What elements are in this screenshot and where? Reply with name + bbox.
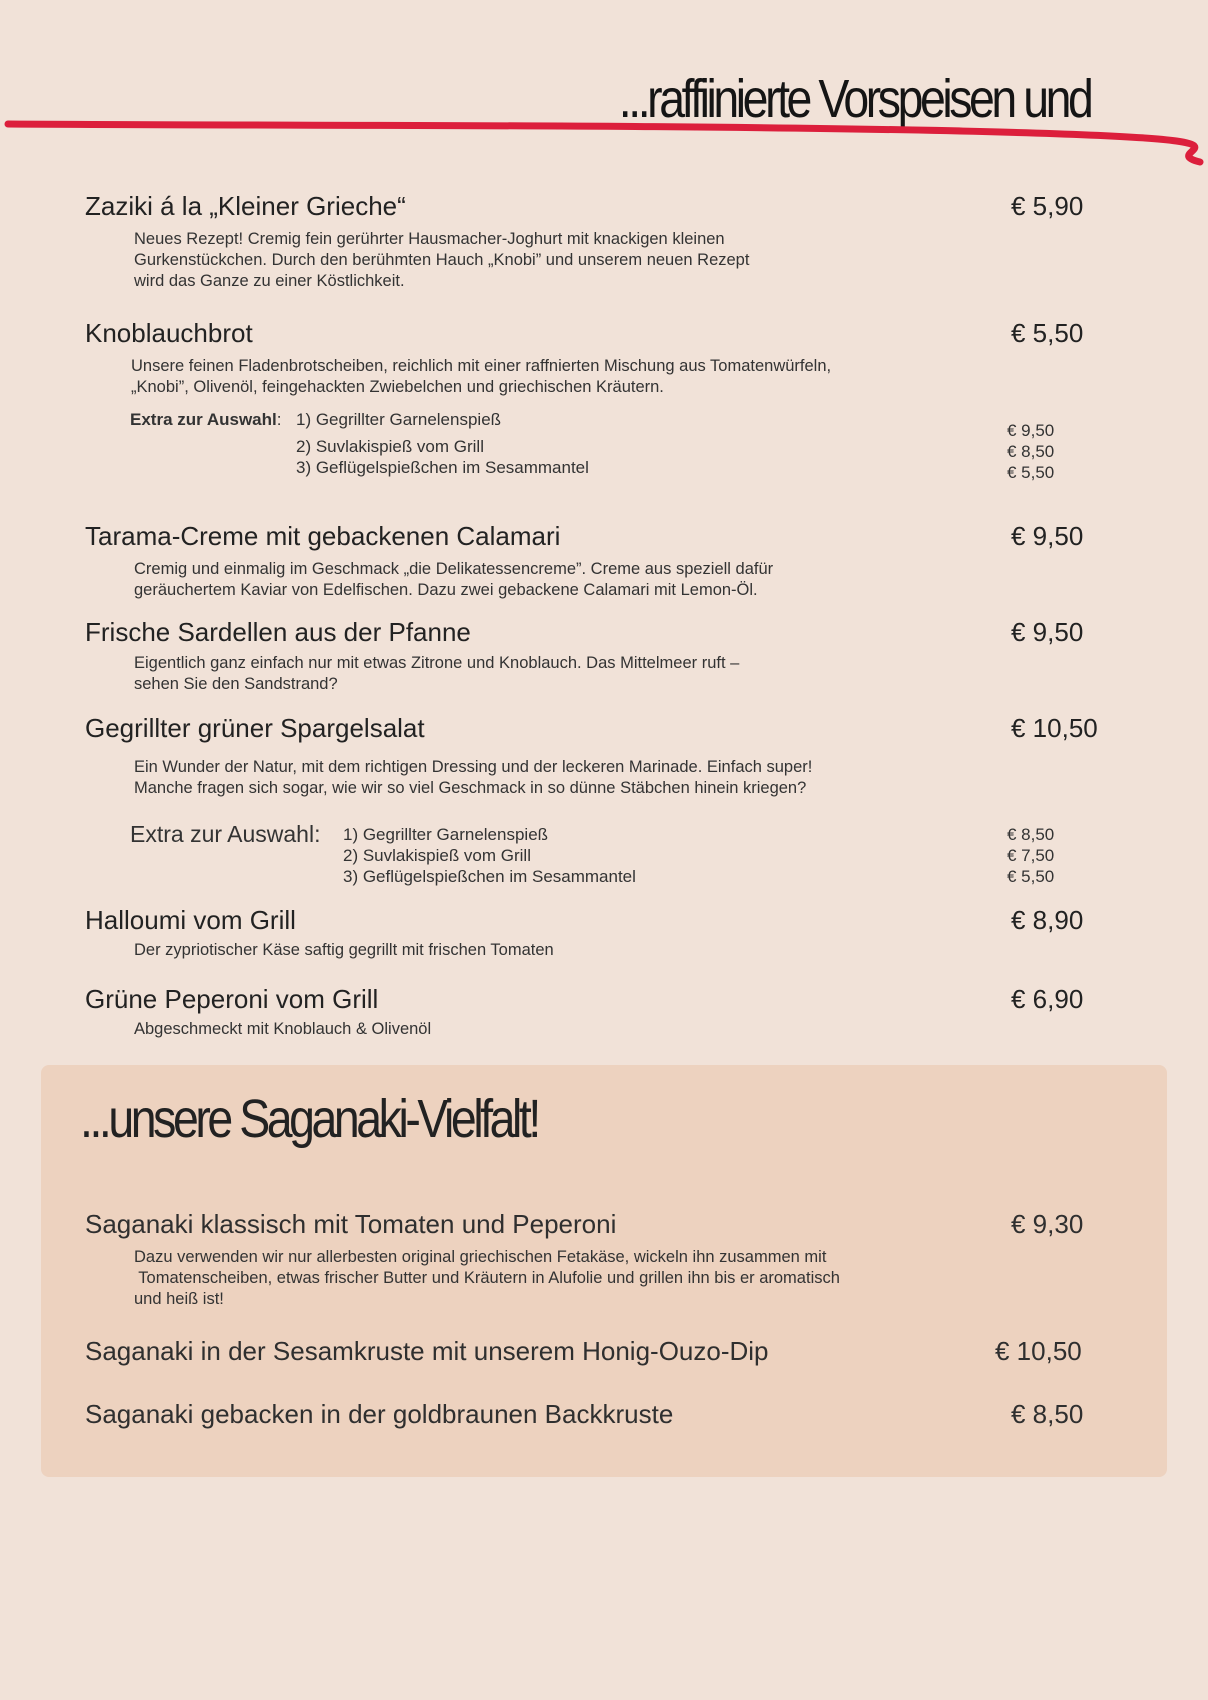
item-price: € 8,90 [1011,905,1084,935]
extra-option: 2) Suvlakispieß vom Grill [296,437,484,456]
item-description [134,940,954,961]
desc-line: Abgeschmeckt mit Knoblauch & Olivenöl [134,1020,432,1038]
extra-label [130,410,281,430]
extra-label-suffix: : [276,410,282,429]
item-price: € 9,30 [1011,1209,1084,1239]
item-name: Tarama-Creme mit gebackenen Calamari [85,521,561,551]
item-price: € 10,50 [995,1336,1082,1366]
extra-label-text: Extra zur Auswahl [130,410,277,429]
item-price: € 10,50 [1011,713,1098,743]
item-description [134,757,954,799]
item-price: € 8,50 [1011,1399,1084,1429]
item-price: € 5,90 [1011,191,1084,221]
extra-price: € 8,50 [1007,825,1055,844]
desc-line: Cremig und einmalig im Geschmack „die Delikatessencreme”. Creme aus speziell dafür [134,560,774,578]
extra-price: € 7,50 [1007,846,1055,865]
section-title-saganaki: ...unsere Saganaki-Vielfalt! [80,1089,538,1149]
section-title-vorspeisen: ...raffiinierte Vorspeisen und [618,69,1090,129]
item-name: Knoblauchbrot [85,318,253,348]
extra-price: € 5,50 [1007,867,1055,886]
item-name: Grüne Peperoni vom Grill [85,984,379,1014]
item-price: € 9,50 [1011,521,1084,551]
item-description [134,559,954,601]
extra-option: 3) Geflügelspießchen im Sesammantel [343,867,636,886]
desc-line: geräuchertem Kaviar von Edelfischen. Dazu zwei gebackene Calamari mit Lemon-Öl. [134,581,758,599]
desc-line: Tomatenscheiben, etwas frischer Butter und Kräutern in Alufolie und grillen ihn bis er aromatisch [134,1269,840,1287]
item-name: Halloumi vom Grill [85,905,296,935]
item-name: Gegrillter grüner Spargelsalat [85,713,425,743]
extra-option: 1) Gegrillter Garnelenspieß [296,410,502,429]
extra-price: € 8,50 [1007,442,1055,461]
extra-option: 2) Suvlakispieß vom Grill [343,846,531,865]
extra-price: € 5,50 [1007,463,1055,482]
item-description [134,229,954,292]
desc-line: Der zypriotischer Käse saftig gegrillt mit frischen Tomaten [134,941,554,959]
desc-line: Dazu verwenden wir nur allerbesten original griechischen Fetakäse, wickeln ihn zusammen mit [134,1248,827,1266]
item-description [131,356,951,398]
item-name: Saganaki klassisch mit Tomaten und Peperoni [85,1209,617,1239]
desc-line: sehen Sie den Sandstrand? [134,675,338,693]
extra-option: 3) Geflügelspießchen im Sesammantel [296,458,589,477]
desc-line: Manche fragen sich sogar, wie wir so viel Geschmack in so dünne Stäbchen hinein kriegen? [134,779,807,797]
desc-line: wird das Ganze zu einer Köstlichkeit. [134,272,405,290]
item-description [134,1247,954,1310]
item-price: € 9,50 [1011,617,1084,647]
desc-line: Ein Wunder der Natur, mit dem richtigen Dressing und der leckeren Marinade. Einfach super! [134,758,813,776]
desc-line: Unsere feinen Fladenbrotscheiben, reichlich mit einer raffnierten Mischung aus Tomatenwürfeln, [131,357,832,375]
item-name: Saganaki gebacken in der goldbraunen Backkruste [85,1399,674,1429]
item-price: € 5,50 [1011,318,1084,348]
item-name: Saganaki in der Sesamkruste mit unserem Honig-Ouzo-Dip [85,1336,769,1366]
item-description [134,1019,954,1040]
item-name: Zaziki á la „Kleiner Grieche“ [85,191,406,221]
desc-line: Gurkenstückchen. Durch den berühmten Hauch „Knobi” und unserem neuen Rezept [134,251,750,269]
decorative-red-line [0,110,1208,170]
extra-label: Extra zur Auswahl: [130,821,321,847]
desc-line: Eigentlich ganz einfach nur mit etwas Zitrone und Knoblauch. Das Mittelmeer ruft – [134,654,740,672]
extra-price: € 9,50 [1007,421,1055,440]
extra-option: 1) Gegrillter Garnelenspieß [343,825,549,844]
desc-line: und heiß ist! [134,1290,224,1308]
desc-line: Neues Rezept! Cremig fein gerührter Hausmacher-Joghurt mit knackigen kleinen [134,230,725,248]
item-name: Frische Sardellen aus der Pfanne [85,617,471,647]
item-price: € 6,90 [1011,984,1084,1014]
item-description [134,653,954,695]
desc-line: „Knobi”, Olivenöl, feingehackten Zwiebelchen und griechischen Kräutern. [131,378,664,396]
